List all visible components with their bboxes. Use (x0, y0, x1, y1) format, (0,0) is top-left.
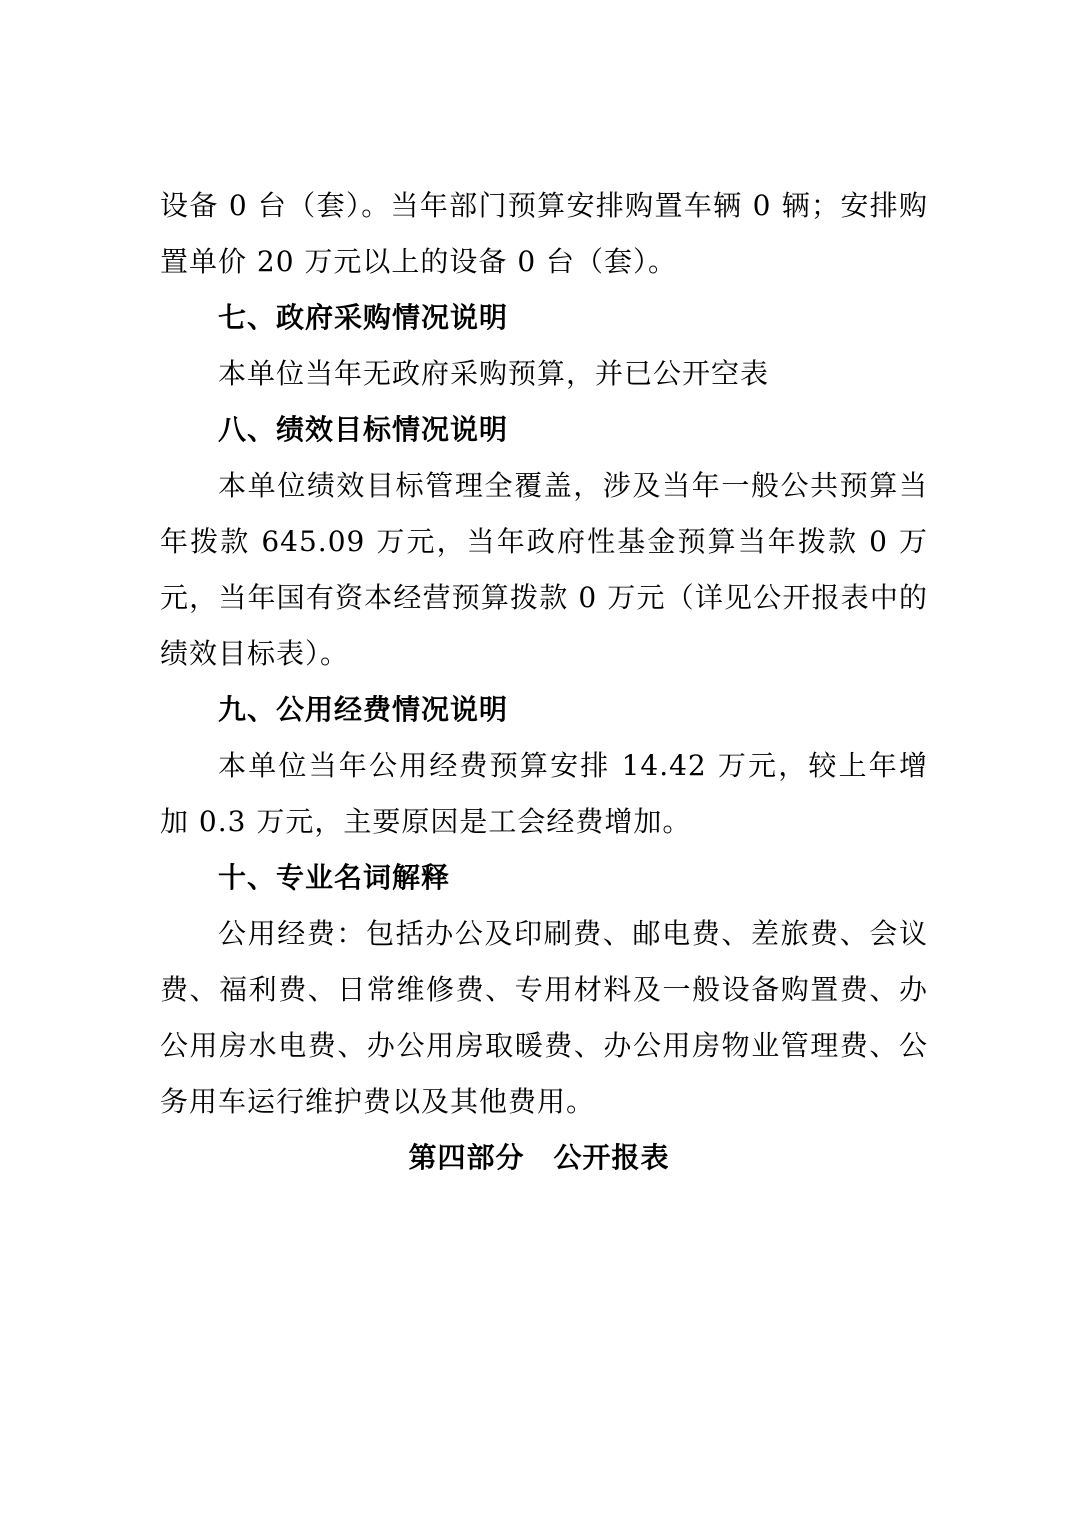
section-10-body: 公用经费：包括办公及印刷费、邮电费、差旅费、会议费、福利费、日常维修费、专用材料及一般设备购置费、办公用房水电费、办公用房取暖费、办公用房物业管理费、公务用车运行维护费以及其他费用。 (160, 917, 928, 1118)
section-9-body: 本单位当年公用经费预算安排 14.42 万元，较上年增加 0.3 万元，主要原因是工会经费增加。 (160, 749, 928, 838)
part-4-title: 第四部分 公开报表 (408, 1141, 670, 1174)
continuation-paragraph: 设备 0 台（套）。当年部门预算安排购置车辆 0 辆；安排购置单价 20 万元以上的设备 0 台（套）。 (160, 189, 928, 278)
section-9-heading: 九、公用经费情况说明 (218, 693, 509, 726)
section-8-body: 本单位绩效目标管理全覆盖，涉及当年一般公共预算当年拨款 645.09 万元，当年政府性基金预算当年拨款 0 万元，当年国有资本经营预算拨款 0 万元（详见公开报表中的绩效目标表）。 (160, 469, 928, 670)
section-8-heading: 八、绩效目标情况说明 (218, 413, 509, 446)
document-body (160, 178, 928, 1186)
section-10-heading: 十、专业名词解释 (218, 861, 451, 894)
section-7-body: 本单位当年无政府采购预算，并已公开空表 (218, 357, 770, 390)
section-7-heading: 七、政府采购情况说明 (218, 301, 509, 334)
